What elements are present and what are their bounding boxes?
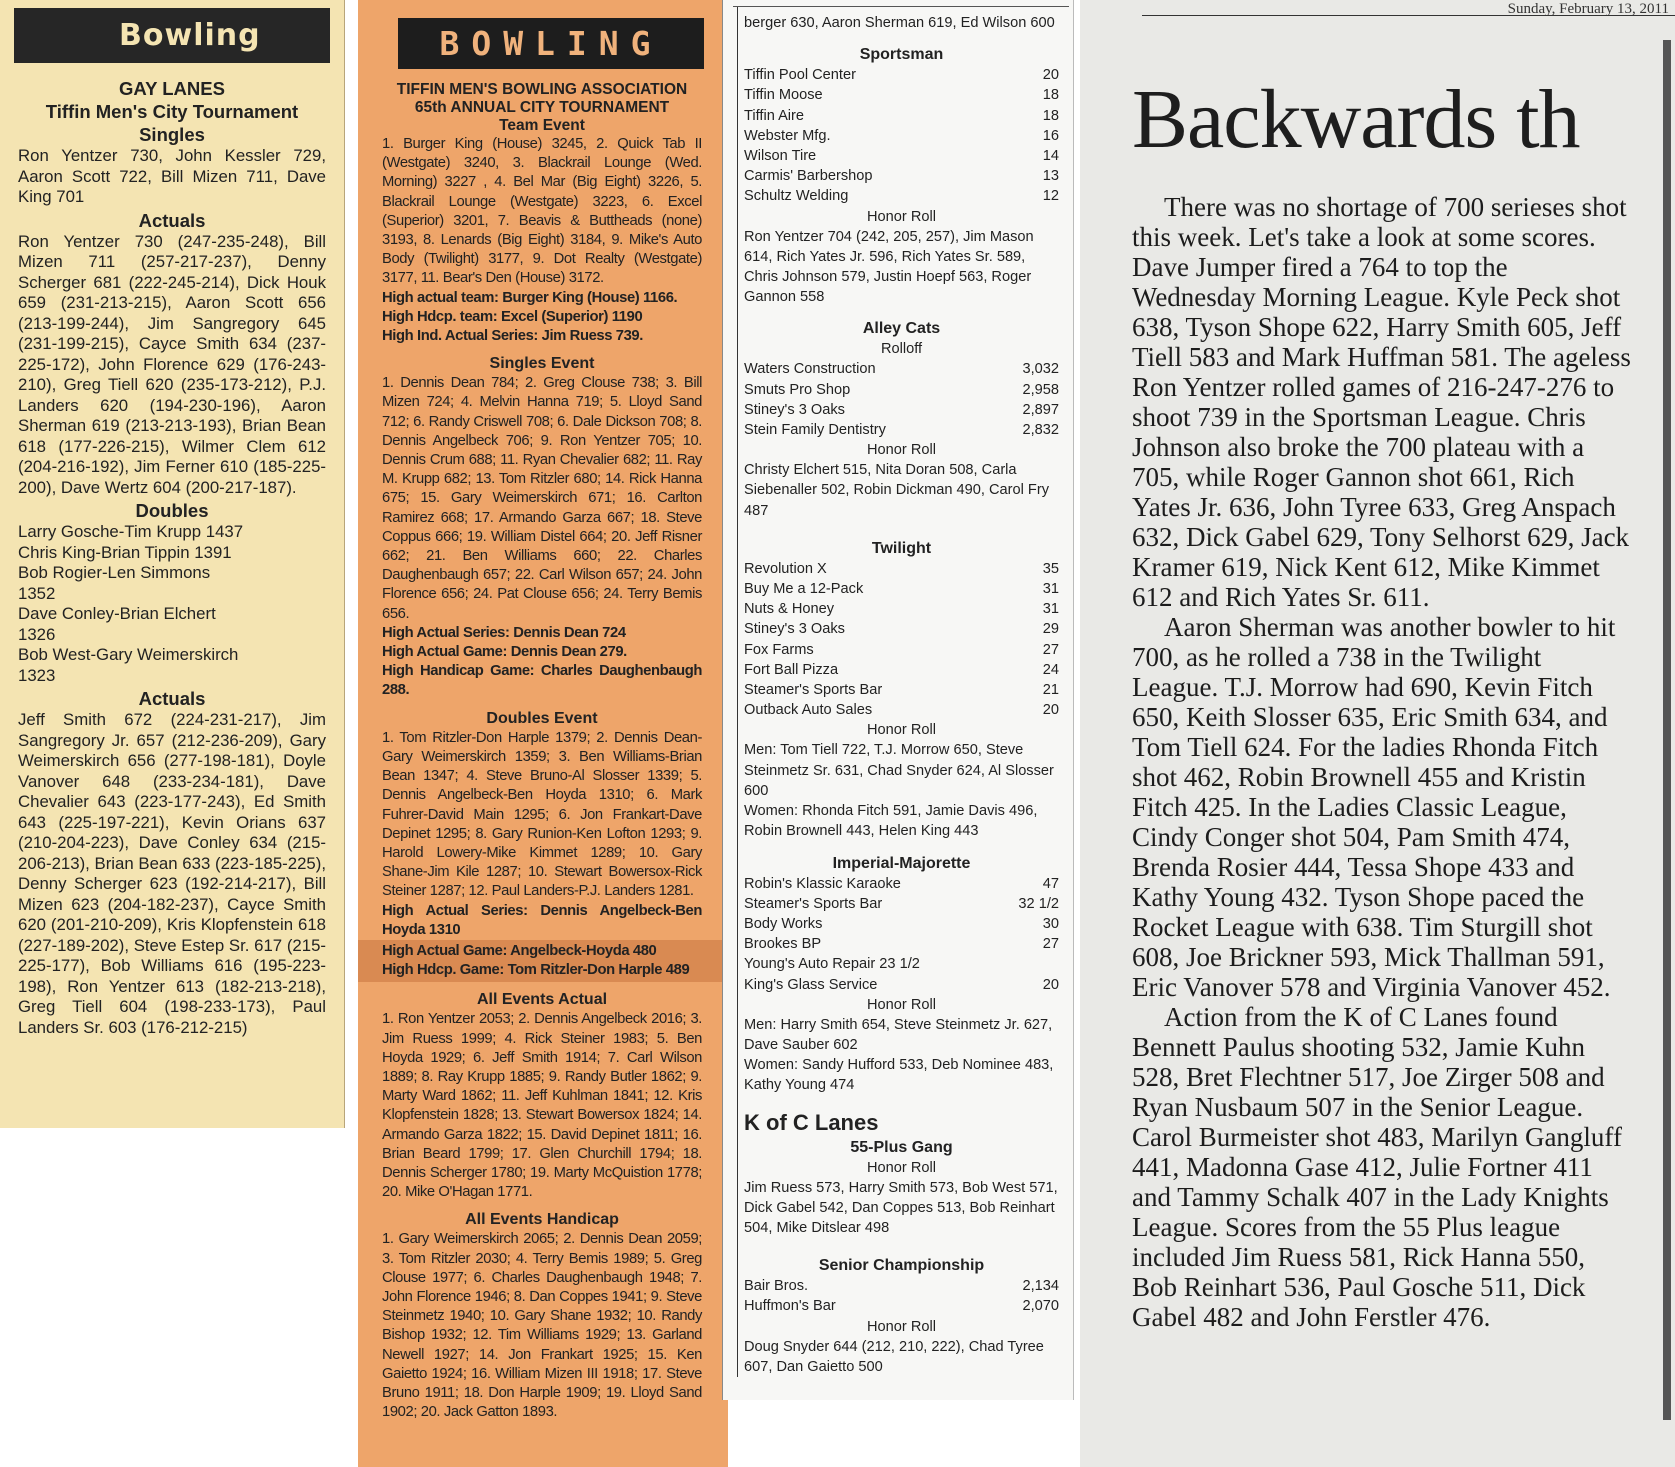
team-name: King's Glass Service [744, 976, 878, 993]
team-score: 16 [1042, 127, 1059, 144]
team-score: 2,897 [1022, 401, 1059, 418]
team-name: Tiffin Moose [744, 87, 823, 104]
senior-championship-heading: Senior Championship [818, 1257, 985, 1275]
team-high-1: High actual team: Burger King (House) 1166. [382, 289, 678, 306]
venue-title: GAY LANES [119, 78, 225, 99]
team-name: Bair Bros. [744, 1278, 809, 1295]
actuals-heading-2: Actuals [138, 688, 206, 709]
honor-roll-text: Doug Snyder 644 (212, 210, 222), Chad Tyree 607, Dan Gaietto 500 [744, 1338, 1044, 1375]
standing-row [744, 934, 1059, 954]
standing-row [744, 700, 1059, 720]
team-name: Revolution X [744, 560, 827, 577]
all-events-actual-heading: All Events Actual [476, 991, 608, 1009]
tournament-title: 65th ANNUAL CITY TOURNAMENT [414, 99, 670, 116]
alley-cats-heading: Alley Cats [862, 320, 941, 338]
team-score: 18 [1042, 107, 1059, 124]
team-event-text: 1. Burger King (House) 3245, 2. Quick Tab II (Westgate) 3240, 3. Blackrail Lounge (Wed. Morning) 3227 , 4. Bel Mar (Big Eight) 3226, 5. Blackrail Lounge (Westgate) 3223, 6. Excel (Superior) 3201, 7. Beavis & Buttheads (none) 3193, 8. Lenards (Big Eight) 3184, 9. Mike's Auto Body (Twilight) 3177, 9. Dot Realty (Westgate) 3177, 11. Bear's Den (House) 3172. [382, 136, 702, 287]
team-score: 27 [1042, 936, 1059, 953]
standing-row [744, 186, 1059, 206]
team-name: Brookes BP [744, 936, 822, 953]
singles-text: Ron Yentzer 730, John Kessler 729, Aaron Scott 722, Bill Mizen 711, Dave King 701 [18, 146, 326, 206]
team-event-heading: Team Event [499, 117, 585, 134]
team-name: Young's Auto Repair 23 1/2 [744, 956, 920, 973]
honor-roll-label: Honor Roll [867, 996, 936, 1013]
standing-row [744, 65, 1059, 85]
event-title: Tiffin Men's City Tournament [45, 101, 299, 122]
team-score: 2,134 [1022, 1278, 1059, 1295]
standing-row [744, 420, 1059, 440]
honor-roll-women: Women: Rhonda Fitch 591, Jamie Davis 496, Robin Brownell 443, Helen King 443 [744, 803, 1038, 840]
standing-row [744, 146, 1059, 166]
team-high-2: High Hdcp. team: Excel (Superior) 1190 [382, 308, 643, 325]
standing-row [744, 680, 1059, 700]
standing-row [744, 894, 1059, 914]
team-score: 2,070 [1022, 1298, 1059, 1315]
doubles-line: Dave Conley-Brian Elchert [18, 604, 216, 623]
standing-row [744, 126, 1059, 146]
team-score: 13 [1042, 168, 1059, 185]
doubles-line: 1323 [18, 665, 56, 685]
team-name: Outback Auto Sales [744, 702, 873, 719]
team-name: Huffmon's Bar [744, 1298, 836, 1315]
standing-row [744, 954, 1059, 974]
standing-row [744, 380, 1059, 400]
doubles-heading: Doubles [135, 500, 209, 521]
dateline: Sunday, February 13, 2011 [1142, 0, 1675, 16]
team-score: 47 [1042, 875, 1059, 892]
article-paragraph: There was no shortage of 700 serieses shot this week. Let's take a look at some scores. Dave Jumper fired a 764 to top the Wednesday Morning League. Kyle Peck shot 638, Tyson Shope 622, Harry Smith 605, Jeff Tiell 583 and Mark Huffman 581. The ageless Ron Yentzer rolled games of 216-247-276 to shoot 739 in the Sportsman League. Chris Johnson also broke the 700 plateau with a 705, while Roger Gannon shot 661, Rich Yates Jr. 636, John Tyree 633, Greg Anspach 632, Dick Gabel 629, Tony Selhorst 629, Jack Kramer 619, Nick Kent 612, Mike Kimmet 612 and Rich Yates Sr. 611. [1132, 192, 1631, 612]
standing-row [744, 359, 1059, 379]
doubles-high-1: High Actual Series: Dennis Angelbeck-Ben Hoyda 1310 [382, 902, 702, 938]
standings-body [737, 7, 1059, 1377]
team-score: 3,032 [1022, 361, 1059, 378]
intro-text: berger 630, Aaron Sherman 619, Ed Wilson 600 [744, 15, 1055, 31]
team-score: 2,958 [1022, 381, 1059, 398]
sportsman-heading: Sportsman [859, 46, 944, 64]
team-name: Fort Ball Pizza [744, 661, 839, 678]
team-name: Steamer's Sports Bar [744, 682, 883, 699]
doubles-high-2: High Actual Game: Angelbeck-Hoyda 480 [382, 942, 657, 959]
twilight-heading: Twilight [871, 539, 932, 557]
doubles-line: Larry Gosche-Tim Krupp 1437 [18, 522, 244, 541]
team-score: 20 [1042, 702, 1059, 719]
singles-high-2: High Actual Game: Dennis Dean 279. [382, 644, 627, 661]
team-name: Nuts & Honey [744, 601, 835, 618]
doubles-line: Bob West-Gary Weimerskirch [18, 645, 239, 664]
honor-roll-label: Honor Roll [867, 208, 936, 225]
team-score: 29 [1042, 621, 1059, 638]
team-name: Tiffin Pool Center [744, 67, 856, 84]
standing-row [744, 1296, 1059, 1316]
doubles-line: 1326 [18, 624, 56, 644]
doubles-high-band [358, 940, 728, 982]
honor-roll-label: Honor Roll [867, 722, 936, 739]
standing-row [744, 106, 1059, 126]
standing-row [744, 400, 1059, 420]
honor-roll-label: Honor Roll [867, 1318, 936, 1335]
standing-row [744, 660, 1059, 680]
scan-edge-shadow [1663, 40, 1671, 1420]
team-name: Tiffin Aire [744, 107, 805, 124]
doubles-line: Chris King-Brian Tippin 1391 [18, 542, 232, 562]
doubles-line: Bob Rogier-Len Simmons [18, 563, 211, 582]
standing-row [744, 874, 1059, 894]
team-score: 27 [1042, 641, 1059, 658]
standing-row [744, 559, 1059, 579]
team-name: Buy Me a 12-Pack [744, 581, 864, 598]
standing-row [744, 85, 1059, 105]
team-score: 18 [1042, 87, 1059, 104]
team-score: 24 [1042, 661, 1059, 678]
backwards-column-clipping [1080, 0, 1675, 1467]
standing-row [744, 1276, 1059, 1296]
team-name: Fox Farms [744, 641, 814, 658]
all-events-handicap-text: 1. Gary Weimerskirch 2065; 2. Dennis Dean 2059; 3. Tom Ritzler 2030; 4. Terry Bemis 1989; 5. Greg Clouse 1977; 6. Charles Daughenbaugh 1948; 7. John Florence 1946; 8. Dan Coppes 1941; 9. Steve Steinmetz 1940; 10. Gary Shane 1932; 10. Randy Bishop 1932; 12. Tim Williams 1929; 13. Garland Newell 1927; 14. Jon Frankart 1925; 15. Ken Gaietto 1924; 16. William Mizen III 1918; 17. Steve Bruno 1911; 18. Don Harple 1909; 19. Lloyd Sand 1902; 20. Jack Gatton 1893. [382, 1231, 702, 1421]
column-headline: Backwards th [1132, 73, 1580, 166]
doubles-event-text: 1. Tom Ritzler-Don Harple 1379; 2. Dennis Dean-Gary Weimerskirch 1359; 3. Ben Williams-Brian Bean 1347; 4. Steve Bruno-Al Slosser 1339; 5. Dennis Angelbeck-Ben Hoyda 1310; 6. Mark Fuhrer-David Main 1295; 6. Jon Frankart-Dave Depinet 1295; 8. Gary Runion-Ken Lofton 1293; 9. Harold Lowery-Mike Kimmet 1289; 10. Gary Shane-Jim Kile 1287; 10. Stewart Bowersox-Rick Steiner 1287; 12. Paul Landers-P.J. Landers 1281. [382, 729, 702, 900]
standing-row [744, 914, 1059, 934]
team-name: Schultz Welding [744, 188, 849, 205]
team-score: 32 1/2 [1018, 895, 1059, 912]
standing-row [744, 619, 1059, 639]
team-name: Stein Family Dentistry [744, 422, 886, 439]
team-score: 30 [1042, 915, 1059, 932]
article-paragraph: Action from the K of C Lanes found Bennett Paulus shooting 532, Jamie Kuhn 528, Bret Flechtner 517, Joe Zirger 508 and Ryan Nusbaum 507 in the Senior League. Carol Burmeister shot 483, Marilyn Gangluff 441, Madonna Gase 412, Julie Fortner 411 and Tammy Schalk 407 in the Lady Knights League. Scores from the 55 Plus league included Jim Ruess 581, Rick Hanna 550, Bob Reinhart 536, Paul Gosche 511, Dick Gabel 482 and John Ferstler 476. [1132, 1002, 1622, 1332]
honor-roll-men: Men: Harry Smith 654, Steve Steinmetz Jr. 627, Dave Sauber 602 [744, 1016, 1053, 1053]
standing-row [744, 599, 1059, 619]
honor-roll-label: Honor Roll [867, 1159, 936, 1176]
team-name: Stiney's 3 Oaks [744, 401, 845, 418]
team-name: Waters Construction [744, 361, 876, 378]
team-name: Robin's Klassic Karaoke [744, 875, 901, 892]
team-score: 31 [1042, 581, 1059, 598]
actuals-text: Ron Yentzer 730 (247-235-248), Bill Mizen 711 (257-217-237), Denny Scherger 681 (222-245-214), Dick Houk 659 (231-213-215), Aaron Scott 656 (213-199-244), Jim Sangregory 645 (231-199-215), Cayce Smith 634 (237-225-172), John Florence 629 (176-243-210), Greg Tiell 620 (235-173-212), P.J. Landers 620 (194-230-196), Aaron Sherman 619 (213-213-193), Brian Bean 618 (177-226-215), Wilmer Clem 612 (204-216-192), Jim Ferner 610 (185-225-200), Dave Wertz 604 (200-217-187). [18, 231, 326, 497]
city-tournament-clipping [358, 0, 728, 1467]
article-paragraph: Aaron Sherman was another bowler to hit 700, as he rolled a 738 in the Twilight League. T.J. Morrow had 690, Kevin Fitch 650, Keith Slosser 635, Eric Smith 634, and Tom Tiell 624. For the ladies Rhonda Fitch shot 462, Robin Brownell 455 and Kristin Fitch 425. In the Ladies Classic League, Cindy Conger shot 504, Pam Smith 474, Brenda Rosier 444, Tessa Shope 433 and Kathy Young 432. Tyson Shope paced the Rocket League with 638. Tim Sturgill shot 608, Joe Brickner 593, Mick Thallman 591, Eric Vanover 578 and Virginia Vanover 452. [1132, 612, 1616, 1002]
honor-roll-text: Jim Ruess 573, Harry Smith 573, Bob West 571, Dick Gabel 542, Dan Coppes 513, Bob Reinhart 504, Mike Ditslear 498 [744, 1179, 1058, 1236]
honor-roll-men: Men: Tom Tiell 722, T.J. Morrow 650, Steve Steinmetz Sr. 631, Chad Snyder 624, Al Slosser 600 [744, 742, 1054, 799]
standing-row [744, 640, 1059, 660]
team-score: 20 [1042, 976, 1059, 993]
imperial-majorette-heading: Imperial-Majorette [832, 854, 971, 872]
team-score: 21 [1042, 682, 1059, 699]
doubles-event-heading: Doubles Event [486, 709, 598, 727]
team-name: Wilson Tire [744, 148, 817, 165]
team-score: 12 [1042, 188, 1059, 205]
honor-roll-text: Ron Yentzer 704 (242, 205, 257), Jim Mason 614, Rich Yates Jr. 596, Rich Yates Sr. 589, Chris Johnson 579, Justin Hoepf 563, Roger Gannon 558 [744, 228, 1034, 306]
honor-roll-women: Women: Sandy Hufford 533, Deb Nominee 483, Kathy Young 474 [744, 1057, 1054, 1094]
team-name: Body Works [744, 915, 823, 932]
association-title: TIFFIN MEN'S BOWLING ASSOCIATION [396, 81, 688, 98]
team-score: 20 [1042, 67, 1059, 84]
honor-roll-text: Christy Elchert 515, Nita Doran 508, Carla Siebenaller 502, Robin Dickman 490, Carol Fry 487 [744, 462, 1049, 519]
team-name: Webster Mfg. [744, 127, 831, 144]
singles-event-heading: Singles Event [489, 355, 595, 373]
rolloff-label: Rolloff [880, 341, 923, 358]
singles-high-3: High Handicap Game: Charles Daughenbaugh 288. [382, 663, 702, 699]
singles-event-text: 1. Dennis Dean 784; 2. Greg Clouse 738; 3. Bill Mizen 724; 4. Melvin Hanna 719; 5. Lloyd Sand 712; 6. Randy Criswell 708; 6. Dale Dickson 708; 8. Dennis Angelbeck 706; 9. Ron Yentzer 705; 10. Dennis Crum 688; 11. Ryan Chevalier 682; 11. Ray M. Krupp 682; 13. Tom Ritzler 680; 14. Rick Hanna 675; 15. Gary Weimerskirch 671; 16. Carlton Ramirez 668; 17. Armando Garza 667; 18. Steve Coppus 666; 19. William Distel 664; 20. Jeff Risner 662; 21. Ben Williams 660; 22. Charles Daughenbaugh 657; 22. Carl Wilson 657; 24. John Florence 656; 24. Pat Clouse 656; 24. Terry Bemis 656. [382, 375, 702, 622]
doubles-high-3: High Hdcp. Game: Tom Ritzler-Don Harple 489 [382, 962, 690, 979]
standing-row [744, 579, 1059, 599]
standing-row [744, 166, 1059, 186]
kofc-lanes-heading: K of C Lanes [744, 1109, 879, 1135]
team-name: Steamer's Sports Bar [744, 895, 883, 912]
league-standings-clipping [722, 0, 1074, 1400]
team-score: 31 [1042, 601, 1059, 618]
bowling-banner: Bowling [14, 8, 330, 63]
team-name: Stiney's 3 Oaks [744, 621, 845, 638]
actuals-heading: Actuals [138, 209, 206, 231]
honor-roll-label: Honor Roll [867, 442, 936, 459]
team-high-3: High Ind. Actual Series: Jim Ruess 739. [382, 328, 643, 345]
singles-high-1: High Actual Series: Dennis Dean 724 [382, 624, 626, 641]
all-events-handicap-heading: All Events Handicap [465, 1211, 619, 1229]
doubles-line: 1352 [18, 583, 56, 603]
standing-row [744, 975, 1059, 995]
team-name: Carmis' Barbershop [744, 168, 873, 185]
team-score: 35 [1042, 560, 1059, 577]
bowling-banner: BOWLING [398, 18, 704, 69]
singles-heading: Singles [139, 124, 205, 145]
55-plus-heading: 55-Plus Gang [850, 1138, 953, 1156]
all-events-actual-text: 1. Ron Yentzer 2053; 2. Dennis Angelbeck 2016; 3. Jim Ruess 1999; 4. Rick Steiner 1983; 5. Ben Hoyda 1929; 6. Jeff Smith 1914; 7. Carl Wilson 1889; 8. Ray Krupp 1885; 9. Randy Butler 1862; 9. Marty Ward 1862; 11. Jeff Kuhlman 1841; 12. Kris Klopfenstein 1828; 13. Stewart Bowersox 1824; 14. Armando Garza 1822; 15. David Depinet 1811; 16. Brian Beard 1799; 17. Glen Churchill 1794; 18. Dennis Scherger 1780; 19. Marty McQuistion 1778; 20. Mike O'Hagan 1771. [382, 1011, 702, 1201]
team-score: 14 [1042, 148, 1059, 165]
team-score: 2,832 [1022, 422, 1059, 439]
actuals-text-2: Jeff Smith 672 (224-231-217), Jim Sangregory Jr. 657 (212-236-209), Gary Weimerskirch 656 (277-198-181), Doyle Vanover 648 (233-234-181), Dave Chevalier 643 (223-177-243), Ed Smith 643 (225-197-221), Kevin Orians 637 (210-204-223), Dave Conley 634 (215-206-213), Brian Bean 633 (223-185-225), Denny Scherger 623 (192-214-217), Bill Mizen 623 (204-182-237), Cayce Smith 620 (201-210-209), Kris Klopfenstein 618 (227-189-202), Steve Estep Sr. 617 (215-225-177), Bob Williams 616 (195-223-198), Ron Yentzer 613 (182-213-218), Greg Tiell 604 (198-233-173), Paul Landers Sr. 603 (176-212-215) [18, 710, 326, 1037]
team-name: Smuts Pro Shop [744, 381, 851, 398]
gay-lanes-clipping [0, 0, 345, 1128]
